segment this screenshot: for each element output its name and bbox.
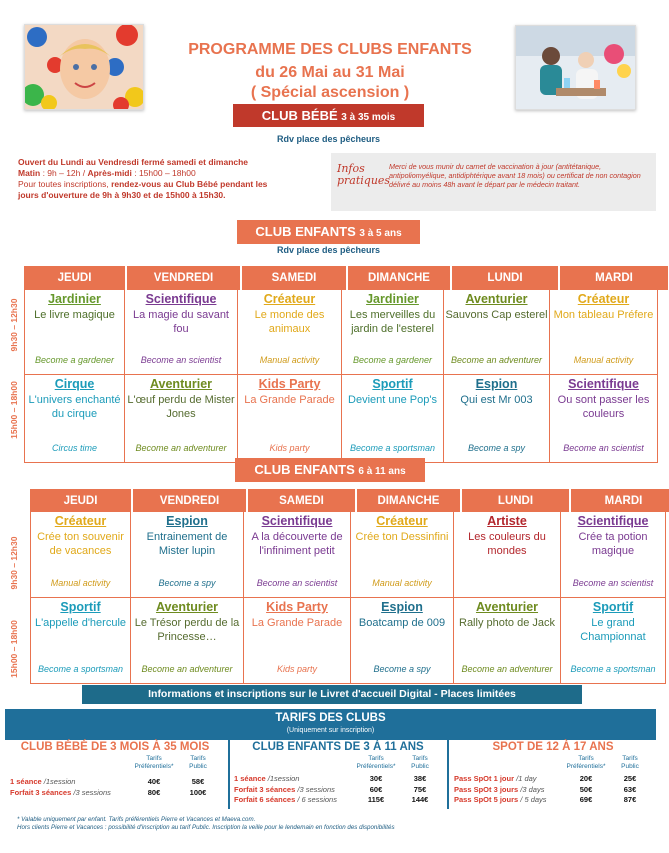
club-bebe-info — [18, 157, 318, 201]
infos-pratiques-title-2: pratiques — [337, 174, 391, 187]
club-3-5-age: 3 à 5 ans — [359, 228, 402, 239]
activity-name: Scientifique — [568, 377, 639, 391]
tarif-public-value: 75€ — [413, 784, 427, 794]
tarif-row-en: /3 sessions — [73, 787, 111, 797]
activity-subtitle: Become an adventurer — [461, 664, 553, 674]
tarif-pref-value: 80€ — [147, 787, 161, 797]
activity-cell — [238, 375, 342, 463]
tarif-public-value: 38€ — [413, 774, 427, 783]
club-6-11-name: CLUB ENFANTS — [254, 462, 355, 477]
activity-cell — [454, 512, 561, 598]
club-3-5-name: CLUB ENFANTS — [255, 224, 356, 239]
activity-title: Le monde des animaux — [254, 309, 325, 335]
tarif-pref-label: Tarifs Préférentiels* — [356, 755, 396, 770]
activity-subtitle: Manual activity — [259, 355, 320, 365]
child-photo-left — [24, 24, 144, 110]
tarif-row-label — [454, 785, 544, 795]
club-bebe-name: CLUB BÉBÉ — [261, 108, 338, 123]
activity-title: Sauvons Cap esterel — [445, 309, 548, 321]
day-header-lundi: LUNDI — [452, 266, 560, 290]
day-header-vendredi: VENDREDI — [127, 266, 242, 290]
day-header-dimanche: DIMANCHE — [357, 489, 462, 512]
activity-cell — [351, 598, 454, 684]
tarifs-subtitle: (Uniquement sur inscription) — [286, 727, 375, 734]
club-6-11-afternoon-label: 15h00 – 18h00 — [9, 620, 19, 678]
activity-subtitle: Become a spy — [158, 578, 216, 588]
activity-cell — [24, 290, 125, 375]
tarif-pref-value: 60€ — [369, 784, 383, 794]
tarif-public-value: 25€ — [623, 774, 637, 783]
tarif-row-name: Forfait 3 séances — [10, 787, 72, 797]
activity-title: La Grande Parade — [244, 394, 335, 406]
tarif-row-label — [234, 795, 337, 805]
activity-subtitle: Become an adventurer — [450, 355, 543, 365]
activity-cell — [550, 290, 658, 375]
tarif-row-name: Pass SpOt 1 jour — [454, 774, 515, 783]
activity-cell — [244, 512, 351, 598]
tarif-public-value: 100€ — [189, 787, 207, 797]
club-3-5-morning-label: 9h30 – 12h30 — [9, 298, 19, 352]
matin-value: : 9h – 12h / — [40, 168, 88, 178]
activity-name: Créateur — [54, 514, 107, 528]
activity-name: Espion — [381, 600, 423, 614]
activity-name: Espion — [166, 514, 208, 528]
activity-name: Cirque — [54, 377, 95, 391]
activity-cell — [561, 512, 666, 598]
activity-subtitle: Become an adventurer — [135, 443, 227, 453]
tarif-row-name: Pass SpOt 5 jours — [454, 795, 519, 804]
activity-name: Aventurier — [465, 292, 528, 306]
activity-cell — [30, 512, 131, 598]
tarif-row-name: Forfait 3 séances — [234, 784, 296, 794]
activity-name: Créateur — [376, 514, 428, 528]
activity-subtitle: Become an scientist — [572, 578, 654, 588]
activity-name: Kids Party — [258, 377, 321, 391]
tarif-public-label: Tarifs Public — [189, 755, 207, 770]
activity-title: Crée ton souvenir de vacances — [37, 531, 124, 557]
club-6-11-schedule — [30, 512, 666, 684]
activity-name: Sportif — [60, 600, 101, 614]
aprem-value: : 15h00 – 18h00 — [131, 168, 196, 178]
activity-title: Les couleurs du mondes — [468, 531, 546, 557]
club-3-5-banner — [237, 220, 420, 244]
activity-title: Rally photo de Jack — [459, 617, 555, 629]
tarif-row-en: / 5 days — [520, 795, 547, 804]
activity-name: Sportif — [592, 600, 634, 614]
registration-info — [18, 179, 318, 190]
activity-title: Le Trésor perdu de la Princesse… — [134, 617, 240, 643]
date-range: du 26 Mai au 31 Mai — [255, 64, 405, 81]
activity-title: A la découverte de l'infiniment petit — [251, 531, 343, 557]
special-edition: ( Spécial ascension ) — [250, 84, 410, 101]
activity-subtitle: Become an scientist — [140, 355, 222, 365]
activity-subtitle: Manual activity — [372, 578, 432, 588]
tarif-row-label — [10, 777, 75, 787]
activity-name: Scientifique — [261, 514, 333, 528]
activity-cell — [561, 598, 666, 684]
tarif-pref-value: 69€ — [579, 795, 593, 804]
tarif-row-en: /3 days — [520, 784, 545, 794]
activity-title: Entrainement de Mister lupin — [146, 531, 228, 557]
tarifs-divider-2 — [447, 739, 449, 809]
activity-title: Ou sont passer les couleurs — [557, 394, 650, 420]
club-6-11-morning-label: 9h30 – 12h30 — [9, 536, 19, 590]
activity-name: Sportif — [372, 377, 413, 391]
tarif-pref-value: 50€ — [579, 784, 593, 794]
day-header-dimanche: DIMANCHE — [348, 266, 452, 290]
day-header-lundi: LUNDI — [462, 489, 571, 512]
activity-subtitle: Become a spy — [467, 443, 526, 453]
activity-name: Aventurier — [149, 377, 213, 391]
club-3-5-schedule — [24, 290, 658, 463]
activity-cell — [444, 290, 550, 375]
activity-subtitle: Manual activity — [573, 355, 634, 365]
activity-cell — [351, 512, 454, 598]
activity-name: Créateur — [263, 292, 316, 306]
activity-name: Créateur — [577, 292, 630, 306]
activity-name: Aventurier — [475, 600, 539, 614]
day-header-jeudi: JEUDI — [24, 266, 127, 290]
activity-subtitle: Become a sportsman — [37, 664, 124, 674]
tarif-row-name: Forfait 6 séances — [234, 795, 296, 804]
tarifs-footnote-1: * Valable uniquement par enfant. Tarifs préférentiels Pierre et Vacances et Maeva.com. — [17, 816, 256, 823]
activity-subtitle: Become a sportsman — [570, 664, 656, 674]
tarif-column-title: CLUB ENFANTS DE 3 À 11 ANS — [252, 741, 424, 753]
tarif-row-en: /3 sessions — [297, 784, 335, 794]
tarif-row-name: 1 séance — [10, 777, 42, 786]
day-header-samedi: SAMEDI — [248, 489, 357, 512]
activity-title: Mon tableau Préfere — [553, 309, 654, 321]
tarif-pref-value: 30€ — [369, 774, 383, 783]
activity-subtitle: Become an scientist — [563, 443, 644, 453]
tarif-public-value: 144€ — [411, 795, 429, 804]
tarif-public-label: Tarifs Public — [621, 755, 639, 770]
tarif-pref-label: Tarifs Préférentiels* — [134, 755, 174, 770]
activity-subtitle: Become a gardener — [34, 355, 115, 365]
activity-cell — [342, 375, 444, 463]
activity-cell — [244, 598, 351, 684]
club-6-11-day-header — [30, 489, 669, 512]
opening-hours — [18, 168, 318, 179]
activity-cell — [30, 598, 131, 684]
tarifs-divider-1 — [228, 739, 230, 809]
activity-cell — [342, 290, 444, 375]
tarif-public-value: 63€ — [623, 784, 637, 794]
activity-subtitle: Become an scientist — [256, 578, 338, 588]
club-3-5-day-header — [24, 266, 669, 290]
activity-title: La Grande Parade — [251, 617, 343, 629]
activity-subtitle: Manual activity — [50, 578, 111, 588]
tarif-row-en: / 6 sessions — [297, 795, 337, 804]
activity-subtitle: Become a gardener — [352, 355, 433, 365]
infos-pratiques-title — [337, 162, 391, 187]
tarif-column-title: SPOT DE 12 À 17 ANS — [492, 741, 614, 753]
activity-cell — [444, 375, 550, 463]
tarif-row-label — [454, 774, 537, 784]
day-header-mardi: MARDI — [560, 266, 669, 290]
activity-title: L'univers enchanté du cirque — [28, 394, 121, 420]
tarif-row-en: /1session — [267, 774, 300, 783]
activity-cell — [125, 375, 238, 463]
registration-info-a: Pour toutes inscriptions, — [18, 179, 112, 189]
tarif-pref-value: 40€ — [147, 777, 161, 786]
activity-cell — [454, 598, 561, 684]
activity-cell — [24, 375, 125, 463]
activity-title: Crée ton Dessinfini — [355, 531, 449, 543]
tarif-public-value: 87€ — [623, 795, 637, 804]
activity-title: La magie du savant fou — [132, 309, 229, 335]
tarif-public-label: Tarifs Public — [411, 755, 429, 770]
tarif-row-label — [10, 788, 111, 798]
activity-name: Scientifique — [145, 292, 217, 306]
activity-subtitle: Become a spy — [373, 664, 431, 674]
club-6-11-age: 6 à 11 ans — [358, 466, 406, 477]
infos-pratiques-text: Merci de vous munir du carnet de vaccination à jour (antitétanique, antipoliomyélique, antidiphtérique avant 18 mois) ou certificat de non contagion délivré au moins 48h avant le départ par le médecin traitant. — [389, 162, 641, 190]
activity-name: Espion — [475, 377, 518, 391]
page-title: PROGRAMME DES CLUBS ENFANTS — [188, 41, 472, 58]
child-photo-right — [515, 25, 636, 110]
tarif-pref-value: 20€ — [579, 774, 593, 783]
tarifs-header — [5, 709, 656, 740]
activity-title: L'appelle d'hercule — [34, 617, 127, 629]
tarif-row-label — [454, 795, 547, 805]
club-6-11-banner — [235, 458, 425, 482]
matin-label: Matin — [18, 168, 41, 178]
day-header-samedi: SAMEDI — [242, 266, 348, 290]
activity-title: Devient une Pop's — [348, 394, 437, 406]
opening-days: Ouvert du Lundi au Vendresdi fermé samedi et dimanche — [18, 157, 249, 167]
activity-title: Crée ta potion magique — [578, 531, 648, 557]
activity-cell — [550, 375, 658, 463]
tarifs-title: TARIFS DES CLUBS — [275, 712, 386, 724]
activity-cell — [131, 598, 244, 684]
activity-title: Boatcamp de 009 — [358, 617, 446, 629]
activity-name: Jardinier — [366, 292, 419, 306]
tarif-row-en: /1session — [43, 777, 76, 786]
tarif-public-value: 58€ — [191, 777, 205, 786]
activity-subtitle: Become an adventurer — [141, 664, 233, 674]
aprem-label: Après-midi — [87, 168, 132, 178]
activity-title: Le livre magique — [34, 309, 115, 321]
club-3-5-afternoon-label: 15h00 – 18h00 — [9, 381, 19, 439]
tarif-row-name: 1 séance — [234, 774, 266, 783]
tarifs-footnote-2: Hors clients Pierre et Vacances : possibilité d'inscription au tarif Public. Inscription la veille pour le lendemain en fonction des disponibilités — [17, 824, 395, 831]
activity-name: Artiste — [487, 514, 527, 528]
activity-title: L'œuf perdu de Mister Jones — [127, 394, 235, 420]
registration-info-b: rendez-vous au Club Bébé pendant les — [111, 179, 268, 189]
day-header-mardi: MARDI — [571, 489, 669, 512]
tarif-pref-label: Tarifs Préférentiels* — [566, 755, 606, 770]
activity-subtitle: Kids party — [269, 443, 310, 453]
activity-title: Les merveilles du jardin de l'esterel — [349, 309, 436, 335]
tarif-pref-value: 115€ — [367, 795, 385, 804]
activity-title: Qui est Mr 003 — [460, 394, 533, 406]
club-3-5-rdv: Rdv place des pêcheurs — [276, 245, 381, 255]
tarif-row-label — [234, 774, 299, 784]
info-bar: Informations et inscriptions sur le Livret d'accueil Digital - Places limitées — [82, 685, 582, 704]
activity-cell — [125, 290, 238, 375]
activity-subtitle: Become a sportsman — [349, 443, 436, 453]
activity-subtitle: Circus time — [51, 443, 97, 453]
activity-title: Le grand Championnat — [580, 617, 646, 643]
day-header-vendredi: VENDREDI — [133, 489, 248, 512]
infos-pratiques-title-1: Infos — [337, 162, 365, 175]
club-bebe-age: 3 à 35 mois — [341, 112, 396, 123]
club-bebe-banner — [233, 104, 424, 127]
tarif-column-title: CLUB BÉBÉ DE 3 MOIS À 35 MOIS — [20, 741, 210, 753]
tarif-row-name: Pass SpOt 3 jours — [454, 784, 519, 794]
activity-name: Jardinier — [48, 292, 101, 306]
tarif-row-label — [234, 785, 335, 795]
activity-cell — [238, 290, 342, 375]
activity-name: Aventurier — [155, 600, 219, 614]
club-bebe-rdv: Rdv place des pêcheurs — [276, 134, 381, 144]
activity-name: Scientifique — [577, 514, 649, 528]
registration-hours: jours d'ouverture de 9h à 9h30 et de 15h00 à 15h30. — [18, 190, 226, 200]
day-header-jeudi: JEUDI — [30, 489, 133, 512]
infos-pratiques-box — [331, 153, 656, 211]
activity-name: Kids Party — [266, 600, 328, 614]
tarif-row-en: /1 day — [516, 774, 537, 783]
activity-cell — [131, 512, 244, 598]
activity-subtitle: Kids party — [276, 664, 318, 674]
